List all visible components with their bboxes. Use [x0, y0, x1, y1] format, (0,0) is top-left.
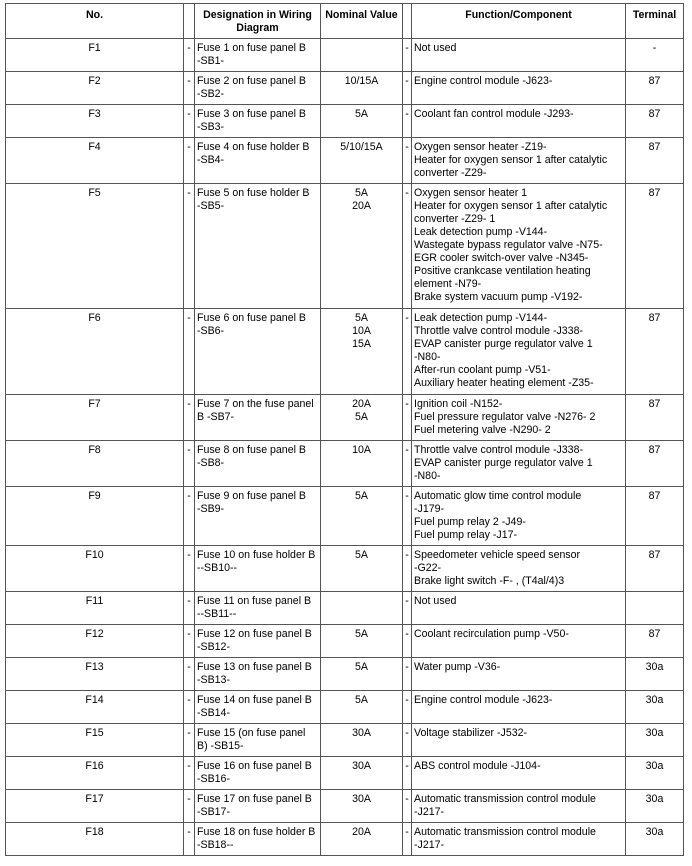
function-cell — [412, 625, 626, 658]
table-row — [6, 592, 684, 625]
terminal-cell: 30a — [626, 757, 684, 790]
designation-cell — [195, 724, 321, 757]
dash-marker: - — [184, 757, 195, 790]
function-cell — [412, 184, 626, 309]
function-line: Coolant recirculation pump -V50- — [414, 628, 569, 640]
nominal-value-line: 20A — [352, 200, 371, 212]
table-row — [6, 724, 684, 757]
nominal-value-cell — [321, 487, 403, 546]
nominal-value-line: 15A — [352, 338, 371, 350]
nominal-value-line: 10A — [352, 325, 371, 337]
nominal-value-line: 5A — [355, 312, 368, 324]
table-row — [6, 546, 684, 592]
dash-marker: - — [403, 757, 412, 790]
nominal-value-cell — [321, 757, 403, 790]
function-line: Oxygen sensor heater -Z19- — [414, 141, 547, 153]
designation-cell — [195, 546, 321, 592]
dash-marker: - — [403, 184, 412, 309]
designation-line: Fuse 6 on fuse panel B — [197, 312, 306, 324]
function-cell — [412, 592, 626, 625]
nominal-value-line: 5A — [355, 187, 368, 199]
nominal-value-cell — [321, 39, 403, 72]
designation-cell — [195, 105, 321, 138]
designation-line: -SB2- — [197, 88, 225, 100]
designation-line: -SB8- — [197, 457, 225, 469]
fuse-number: F9 — [6, 487, 184, 546]
fuse-number: F13 — [6, 658, 184, 691]
nominal-value-cell — [321, 395, 403, 441]
designation-line: Fuse 5 on fuse holder B — [197, 187, 310, 199]
dash-marker: - — [403, 823, 412, 856]
function-line: Not used — [414, 595, 457, 607]
function-line: Throttle valve control module -J338- — [414, 444, 583, 456]
dash-marker: - — [403, 790, 412, 823]
function-line: Leak detection pump -V144- — [414, 226, 548, 238]
nominal-value-cell — [321, 658, 403, 691]
function-line: EGR cooler switch-over valve -N345- — [414, 252, 589, 264]
designation-cell — [195, 39, 321, 72]
designation-cell — [195, 138, 321, 184]
dash-marker: - — [184, 546, 195, 592]
nominal-value-cell — [321, 184, 403, 309]
dash-marker: - — [403, 441, 412, 487]
table-row — [6, 658, 684, 691]
dash-marker: - — [184, 487, 195, 546]
nominal-value-cell — [321, 592, 403, 625]
header-dash-spacer — [403, 4, 412, 39]
dash-marker: - — [403, 395, 412, 441]
function-line: Brake system vacuum pump -V192- — [414, 291, 583, 303]
dash-marker: - — [403, 625, 412, 658]
fuse-number: F7 — [6, 395, 184, 441]
function-line: Automatic glow time control module — [414, 490, 582, 502]
function-cell — [412, 546, 626, 592]
table-row — [6, 790, 684, 823]
designation-cell — [195, 184, 321, 309]
nominal-value-line: 30A — [352, 727, 371, 739]
nominal-value-cell — [321, 625, 403, 658]
function-line: Positive crankcase ventilation heating — [414, 265, 591, 277]
dash-marker: - — [184, 790, 195, 823]
designation-line: -SB4- — [197, 154, 225, 166]
nominal-value-cell — [321, 823, 403, 856]
designation-line: Fuse 9 on fuse panel B — [197, 490, 306, 502]
designation-line: --SB11-- — [197, 608, 237, 620]
terminal-cell: 87 — [626, 395, 684, 441]
terminal-cell: 30a — [626, 658, 684, 691]
function-line: EVAP canister purge regulator valve 1 — [414, 457, 593, 469]
function-line: Heater for oxygen sensor 1 after catalytic — [414, 200, 608, 212]
dash-marker: - — [184, 39, 195, 72]
fuse-number: F5 — [6, 184, 184, 309]
fuse-table-sheet — [5, 3, 684, 856]
function-line: Brake light switch -F- , (T4al/4)3 — [414, 575, 565, 587]
function-line: Engine control module -J623- — [414, 694, 553, 706]
terminal-cell: 87 — [626, 184, 684, 309]
dash-marker: - — [403, 487, 412, 546]
terminal-cell: - — [626, 39, 684, 72]
function-cell — [412, 823, 626, 856]
designation-line: -SB17- — [197, 806, 230, 818]
dash-marker: - — [184, 658, 195, 691]
header-nominal-value: Nominal Value — [321, 4, 403, 39]
nominal-value-line: 5A — [355, 661, 368, 673]
dash-marker: - — [184, 105, 195, 138]
nominal-value-line: 5A — [355, 108, 368, 120]
designation-line: -SB1- — [197, 55, 225, 67]
dash-marker: - — [403, 309, 412, 395]
function-line: Oxygen sensor heater 1 — [414, 187, 528, 199]
function-line: -J217- — [414, 806, 445, 818]
dash-marker: - — [184, 625, 195, 658]
nominal-value-cell — [321, 546, 403, 592]
fuse-number: F4 — [6, 138, 184, 184]
dash-marker: - — [403, 105, 412, 138]
designation-line: Fuse 16 on fuse panel B — [197, 760, 312, 772]
function-cell — [412, 395, 626, 441]
function-line: -N80- — [414, 470, 441, 482]
function-line: Automatic transmission control module — [414, 793, 596, 805]
nominal-value-cell — [321, 138, 403, 184]
nominal-value-cell — [321, 441, 403, 487]
table-row — [6, 395, 684, 441]
function-line: Throttle valve control module -J338- — [414, 325, 583, 337]
table-row — [6, 757, 684, 790]
table-row — [6, 138, 684, 184]
nominal-value-line: 5A — [355, 549, 368, 561]
function-cell — [412, 72, 626, 105]
function-cell — [412, 790, 626, 823]
designation-line: -SB14- — [197, 707, 230, 719]
designation-cell — [195, 592, 321, 625]
designation-cell — [195, 441, 321, 487]
designation-line: Fuse 12 on fuse panel B — [197, 628, 312, 640]
dash-marker: - — [184, 395, 195, 441]
function-line: Water pump -V36- — [414, 661, 501, 673]
designation-line: --SB10-- — [197, 562, 238, 574]
function-cell — [412, 724, 626, 757]
designation-cell — [195, 309, 321, 395]
dash-marker: - — [403, 592, 412, 625]
dash-marker: - — [403, 39, 412, 72]
dash-marker: - — [184, 823, 195, 856]
fuse-number: F8 — [6, 441, 184, 487]
function-line: Speedometer vehicle speed sensor — [414, 549, 581, 561]
function-line: Engine control module -J623- — [414, 75, 553, 87]
function-line: Fuel pressure regulator valve -N276- 2 — [414, 411, 596, 423]
nominal-value-line: 20A — [352, 398, 371, 410]
terminal-cell: 87 — [626, 625, 684, 658]
designation-line: Fuse 14 on fuse panel B — [197, 694, 312, 706]
designation-line: -SB9- — [197, 503, 225, 515]
designation-line: -SB3- — [197, 121, 225, 133]
dash-marker: - — [403, 658, 412, 691]
function-line: -G22- — [414, 562, 442, 574]
table-row — [6, 72, 684, 105]
designation-line: Fuse 15 (on fuse panel — [197, 727, 306, 739]
dash-marker: - — [184, 724, 195, 757]
dash-marker: - — [184, 691, 195, 724]
terminal-cell — [626, 592, 684, 625]
designation-line: Fuse 8 on fuse panel B — [197, 444, 306, 456]
designation-cell — [195, 691, 321, 724]
terminal-cell: 30a — [626, 691, 684, 724]
header-function: Function/Component — [412, 4, 626, 39]
nominal-value-cell — [321, 105, 403, 138]
function-cell — [412, 658, 626, 691]
function-line: converter -Z29- — [414, 167, 487, 179]
function-line: Fuel pump relay 2 -J49- — [414, 516, 526, 528]
terminal-cell: 87 — [626, 138, 684, 184]
designation-cell — [195, 757, 321, 790]
nominal-value-line: 30A — [352, 760, 371, 772]
dash-marker: - — [184, 309, 195, 395]
fuse-number: F6 — [6, 309, 184, 395]
designation-line: -SB18-- — [197, 839, 234, 851]
function-cell — [412, 691, 626, 724]
function-line: EVAP canister purge regulator valve 1 — [414, 338, 593, 350]
fuse-number: F2 — [6, 72, 184, 105]
terminal-cell: 30a — [626, 724, 684, 757]
function-line: Not used — [414, 42, 457, 54]
fuse-number: F10 — [6, 546, 184, 592]
designation-line: Fuse 7 on the fuse panel — [197, 398, 314, 410]
table-row — [6, 39, 684, 72]
function-line: Coolant fan control module -J293- — [414, 108, 574, 120]
function-cell — [412, 105, 626, 138]
designation-cell — [195, 395, 321, 441]
designation-line: Fuse 3 on fuse panel B — [197, 108, 306, 120]
dash-marker: - — [403, 72, 412, 105]
terminal-cell: 30a — [626, 790, 684, 823]
table-row — [6, 105, 684, 138]
designation-line: Fuse 13 on fuse panel B — [197, 661, 312, 673]
header-terminal: Terminal — [626, 4, 684, 39]
nominal-value-line: 20A — [352, 826, 371, 838]
nominal-value-cell — [321, 724, 403, 757]
function-line: Automatic transmission control module — [414, 826, 596, 838]
designation-line: -SB12- — [197, 641, 230, 653]
table-row — [6, 823, 684, 856]
designation-line: -SB6- — [197, 325, 225, 337]
function-cell — [412, 441, 626, 487]
function-line: Leak detection pump -V144- — [414, 312, 548, 324]
function-line: Fuel pump relay -J17- — [414, 529, 518, 541]
fuse-number: F18 — [6, 823, 184, 856]
function-line: element -N79- — [414, 278, 482, 290]
dash-marker: - — [403, 138, 412, 184]
designation-line: Fuse 18 on fuse holder B — [197, 826, 316, 838]
table-row — [6, 184, 684, 309]
nominal-value-cell — [321, 691, 403, 724]
function-line: Ignition coil -N152- — [414, 398, 503, 410]
nominal-value-line: 5A — [355, 411, 368, 423]
function-cell — [412, 487, 626, 546]
fuse-number: F11 — [6, 592, 184, 625]
designation-line: -SB5- — [197, 200, 225, 212]
nominal-value-line: 10/15A — [344, 75, 379, 87]
function-line: -N80- — [414, 351, 441, 363]
function-line: Heater for oxygen sensor 1 after catalytic — [414, 154, 608, 166]
fuse-table — [5, 3, 684, 856]
terminal-cell: 87 — [626, 487, 684, 546]
nominal-value-line: 5A — [355, 694, 368, 706]
designation-line: Fuse 4 on fuse holder B — [197, 141, 310, 153]
dash-marker: - — [184, 72, 195, 105]
fuse-number: F17 — [6, 790, 184, 823]
header-no: No. — [6, 4, 184, 39]
function-line: -J179- — [414, 503, 445, 515]
terminal-cell: 87 — [626, 105, 684, 138]
terminal-cell: 87 — [626, 546, 684, 592]
function-line: Auxiliary heater heating element -Z35- — [414, 377, 594, 389]
designation-line: Fuse 11 on fuse panel B — [197, 595, 312, 607]
table-row — [6, 691, 684, 724]
fuse-number: F14 — [6, 691, 184, 724]
dash-marker: - — [403, 691, 412, 724]
dash-marker: - — [184, 184, 195, 309]
designation-line: -SB16- — [197, 773, 230, 785]
function-line: Fuel metering valve -N290- 2 — [414, 424, 551, 436]
function-line: ABS control module -J104- — [414, 760, 541, 772]
table-row — [6, 309, 684, 395]
terminal-cell: 87 — [626, 72, 684, 105]
fuse-number: F12 — [6, 625, 184, 658]
fuse-number: F15 — [6, 724, 184, 757]
terminal-cell: 87 — [626, 309, 684, 395]
designation-cell — [195, 658, 321, 691]
function-line: -J217- — [414, 839, 445, 851]
designation-line: Fuse 2 on fuse panel B — [197, 75, 306, 87]
nominal-value-cell — [321, 72, 403, 105]
dash-marker: - — [184, 138, 195, 184]
function-line: Wastegate bypass regulator valve -N75- — [414, 239, 603, 251]
designation-cell — [195, 625, 321, 658]
designation-line: Fuse 17 on fuse panel B — [197, 793, 312, 805]
nominal-value-cell — [321, 790, 403, 823]
header-row — [6, 4, 684, 39]
fuse-number: F16 — [6, 757, 184, 790]
function-line: Voltage stabilizer -J532- — [414, 727, 528, 739]
dash-marker: - — [403, 724, 412, 757]
table-row — [6, 487, 684, 546]
function-cell — [412, 138, 626, 184]
function-cell — [412, 39, 626, 72]
nominal-value-cell — [321, 309, 403, 395]
nominal-value-line: 30A — [352, 793, 371, 805]
nominal-value-line: 5A — [355, 490, 368, 502]
designation-line: Fuse 1 on fuse panel B — [197, 42, 306, 54]
designation-line: B -SB7- — [197, 411, 235, 423]
designation-line: Fuse 10 on fuse holder B — [197, 549, 316, 561]
designation-cell — [195, 487, 321, 546]
header-designation: Designation in Wiring Diagram — [195, 4, 321, 39]
terminal-cell: 30a — [626, 823, 684, 856]
table-row — [6, 625, 684, 658]
header-dash-spacer — [184, 4, 195, 39]
designation-cell — [195, 790, 321, 823]
table-row — [6, 441, 684, 487]
function-line: After-run coolant pump -V51- — [414, 364, 551, 376]
dash-marker: - — [184, 592, 195, 625]
function-cell — [412, 309, 626, 395]
dash-marker: - — [403, 546, 412, 592]
function-line: converter -Z29- 1 — [414, 213, 496, 225]
fuse-number: F3 — [6, 105, 184, 138]
designation-cell — [195, 72, 321, 105]
fuse-table-body — [6, 39, 684, 856]
terminal-cell: 87 — [626, 441, 684, 487]
function-cell — [412, 757, 626, 790]
designation-line: -SB13- — [197, 674, 230, 686]
dash-marker: - — [184, 441, 195, 487]
nominal-value-line: 10A — [352, 444, 371, 456]
nominal-value-line: 5/10/15A — [340, 141, 383, 153]
designation-line: B) -SB15- — [197, 740, 244, 752]
fuse-number: F1 — [6, 39, 184, 72]
nominal-value-line: 5A — [355, 628, 368, 640]
designation-cell — [195, 823, 321, 856]
